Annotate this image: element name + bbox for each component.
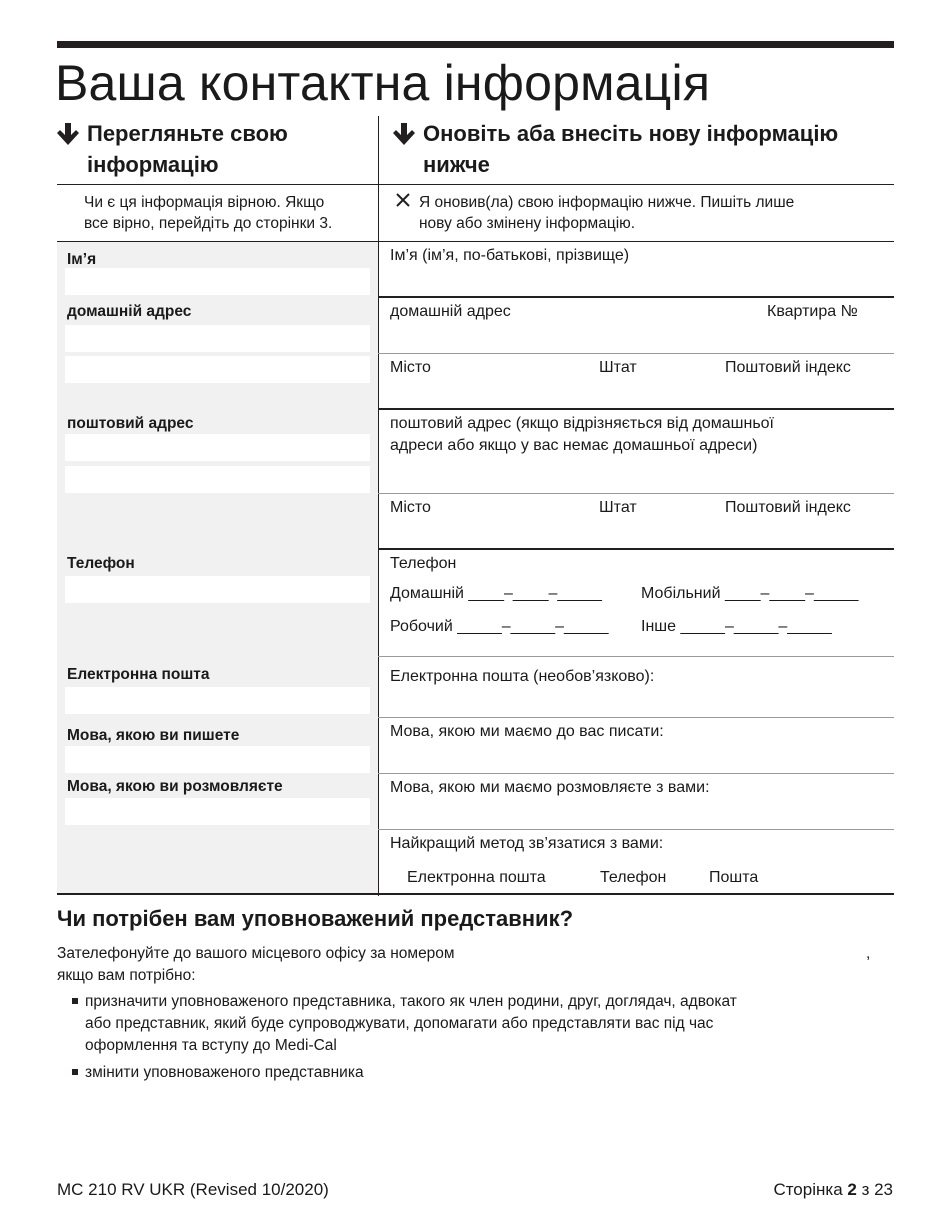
field-zip[interactable]: Поштовий індекс bbox=[725, 359, 851, 376]
method-phone-option[interactable]: Телефон bbox=[600, 869, 667, 886]
field-state[interactable]: Штат bbox=[599, 359, 637, 376]
divider bbox=[378, 408, 894, 410]
spoken-language-value-box bbox=[65, 798, 370, 825]
divider bbox=[57, 184, 894, 185]
field-phone-work[interactable]: Робочий _____–_____–_____ bbox=[390, 618, 609, 635]
left-intro-line2: все вірно, перейдіть до сторінки 3. bbox=[84, 215, 333, 232]
divider bbox=[378, 353, 894, 354]
arrow-down-icon bbox=[57, 122, 79, 146]
label-name: Ім’я bbox=[67, 251, 97, 268]
left-header-line1: Перегляньте свою bbox=[87, 121, 288, 146]
email-value-box bbox=[65, 687, 370, 714]
field-name[interactable]: Ім’я (ім’я, по-батькові, прізвище) bbox=[390, 247, 630, 264]
page-title: Ваша контактна інформація bbox=[55, 55, 711, 111]
field-mailing-line2: адреси або якщо у вас немає домашньої адреси) bbox=[390, 437, 758, 454]
field-mailing-line1[interactable]: поштовий адрес (якщо відрізняється від домашньої bbox=[390, 415, 774, 432]
page-number bbox=[773, 1180, 893, 1200]
written-language-value-box bbox=[65, 746, 370, 773]
field-city[interactable]: Місто bbox=[390, 359, 431, 376]
bullet-icon bbox=[72, 998, 78, 1004]
method-email-option[interactable]: Електронна пошта bbox=[407, 869, 546, 886]
divider bbox=[378, 656, 894, 657]
bullet1-line3: оформлення та вступу до Medi-Cal bbox=[85, 1037, 337, 1054]
form-id: MC 210 RV UKR (Revised 10/2020) bbox=[57, 1180, 329, 1199]
left-header-line2: інформацію bbox=[87, 152, 219, 177]
right-intro-line1: Я оновив(ла) свою інформацію нижче. Пишіть лише bbox=[419, 194, 795, 211]
right-header-line2: нижче bbox=[423, 152, 490, 177]
top-rule bbox=[57, 41, 894, 48]
field-written-language[interactable]: Мова, якою ми маємо до вас писати: bbox=[390, 723, 664, 740]
label-phone: Телефон bbox=[67, 555, 135, 572]
right-column-header bbox=[393, 118, 893, 180]
label-written-language: Мова, якою ви пишете bbox=[67, 727, 240, 744]
field-city-2[interactable]: Місто bbox=[390, 499, 431, 516]
field-phone: Телефон bbox=[390, 555, 457, 572]
field-state-2[interactable]: Штат bbox=[599, 499, 637, 516]
bullet1-line2: або представник, який буде супроводжувати, допомагати або представляти вас під час bbox=[85, 1015, 714, 1032]
divider bbox=[378, 829, 894, 830]
field-phone-mobile[interactable]: Мобільний ____–____–_____ bbox=[641, 585, 859, 602]
right-intro-line2: нову або змінену інформацію. bbox=[419, 215, 636, 232]
field-phone-home[interactable]: Домашній ____–____–_____ bbox=[390, 585, 602, 602]
divider bbox=[378, 773, 894, 774]
divider bbox=[378, 717, 894, 718]
home-address-value-box bbox=[65, 325, 370, 352]
phone-value-box bbox=[65, 576, 370, 603]
field-apt[interactable]: Квартира № bbox=[767, 303, 858, 320]
left-column-header bbox=[57, 118, 357, 180]
representative-title: Чи потрібен вам уповноважений представник? bbox=[57, 906, 574, 931]
field-spoken-language[interactable]: Мова, якою ми маємо розмовляєте з вами: bbox=[390, 779, 710, 796]
representative-intro-line2: якщо вам потрібно: bbox=[57, 967, 196, 984]
divider bbox=[378, 493, 894, 494]
label-mailing-address: поштовий адрес bbox=[67, 415, 194, 432]
bullet-icon bbox=[72, 1069, 78, 1075]
left-intro-line1: Чи є ця інформація вірною. Якщо bbox=[84, 194, 325, 211]
page-suffix: з 23 bbox=[856, 1180, 893, 1199]
representative-comma: , bbox=[866, 945, 871, 962]
field-email[interactable]: Електронна пошта (необов’язково): bbox=[390, 668, 655, 685]
right-header-line1: Оновіть аба внесіть нову інформацію bbox=[423, 121, 839, 146]
mailing-address-value-box bbox=[65, 434, 370, 461]
name-value-box bbox=[65, 268, 370, 295]
representative-intro-line1: Зателефонуйте до вашого місцевого офісу за номером bbox=[57, 945, 455, 962]
table-bottom-rule bbox=[57, 893, 894, 895]
column-divider bbox=[378, 116, 379, 896]
field-zip-2[interactable]: Поштовий індекс bbox=[725, 499, 851, 516]
divider bbox=[378, 548, 894, 550]
field-phone-other[interactable]: Інше _____–_____–_____ bbox=[641, 618, 832, 635]
page-prefix: Сторінка bbox=[773, 1180, 848, 1199]
label-home-address: домашній адрес bbox=[67, 303, 192, 320]
bullet2-text: змінити уповноваженого представника bbox=[85, 1064, 364, 1081]
field-home-address[interactable]: домашній адрес bbox=[390, 303, 511, 320]
page-current: 2 bbox=[847, 1180, 857, 1199]
home-address-value-box-2 bbox=[65, 356, 370, 383]
bullet1-line1: призначити уповноваженого представника, такого як член родини, друг, доглядач, адвокат bbox=[85, 993, 737, 1010]
label-spoken-language: Мова, якою ви розмовляєте bbox=[67, 778, 283, 795]
field-best-method: Найкращий метод зв’язатися з вами: bbox=[390, 835, 664, 852]
mailing-address-value-box-2 bbox=[65, 466, 370, 493]
arrow-down-icon bbox=[393, 122, 415, 146]
divider bbox=[378, 296, 894, 298]
label-email: Електронна пошта bbox=[67, 666, 210, 683]
method-mail-option[interactable]: Пошта bbox=[709, 869, 759, 886]
x-mark-icon[interactable] bbox=[395, 192, 411, 208]
